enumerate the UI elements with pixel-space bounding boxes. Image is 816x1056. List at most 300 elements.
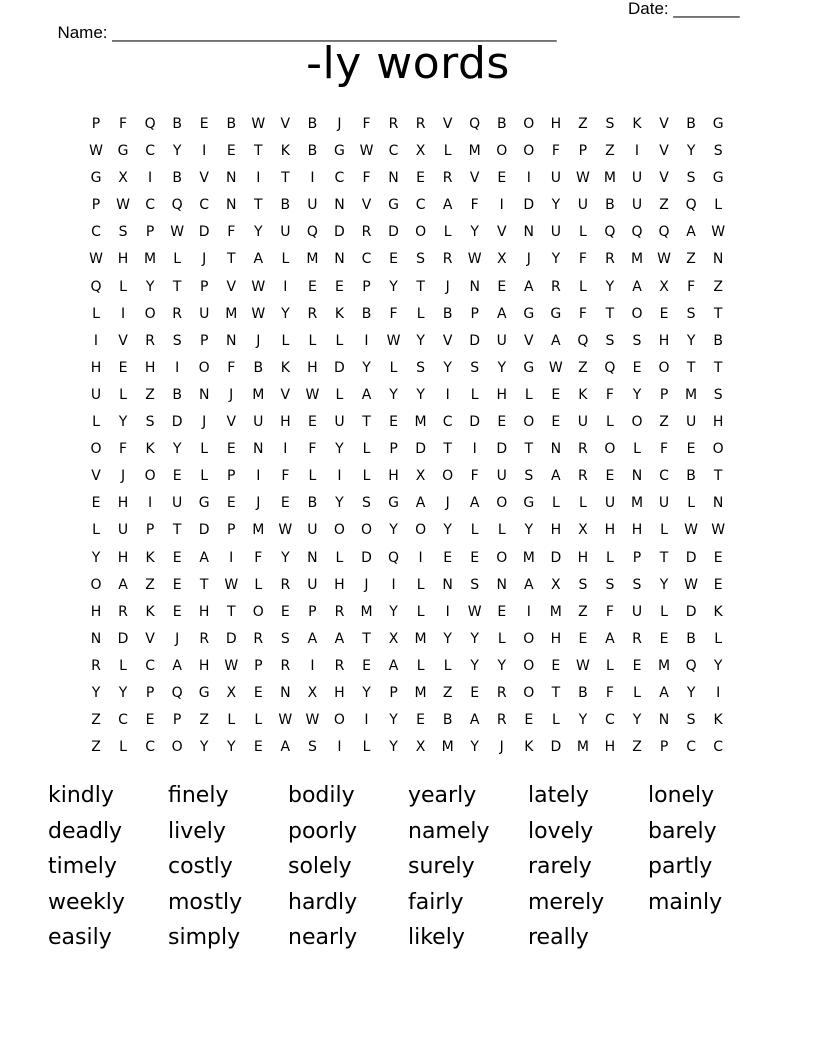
grid-letter: L: [119, 386, 127, 403]
grid-letter: O: [333, 712, 345, 729]
grid-letter: R: [91, 657, 101, 674]
grid-letter: R: [496, 712, 507, 729]
grid-letter: Y: [632, 386, 642, 403]
grid-letter: O: [144, 305, 156, 322]
grid-letter: B: [361, 305, 372, 322]
grid-letter: O: [415, 522, 427, 539]
grid-letter: L: [254, 712, 263, 729]
grid-letter: M: [360, 603, 373, 620]
grid-letter: M: [414, 684, 427, 701]
grid-letter: W: [251, 116, 266, 132]
grid-letter: T: [713, 359, 723, 376]
grid-letter: C: [686, 739, 696, 756]
word-bank-item: lively: [168, 818, 226, 844]
grid-letter: P: [659, 386, 669, 403]
grid-letter: X: [496, 251, 507, 268]
grid-letter: H: [334, 684, 345, 701]
grid-letter: P: [199, 278, 209, 295]
grid-letter: D: [550, 739, 562, 756]
grid-letter: U: [658, 495, 670, 512]
grid-letter: P: [308, 603, 317, 620]
grid-letter: L: [362, 739, 371, 756]
grid-letter: I: [175, 359, 180, 376]
grid-letter: B: [578, 684, 588, 701]
grid-letter: B: [686, 468, 696, 485]
grid-letter: J: [229, 386, 234, 403]
grid-letter: Y: [362, 684, 371, 701]
grid-letter: P: [172, 712, 182, 729]
grid-letter: H: [90, 603, 102, 620]
grid-letter: L: [443, 143, 452, 160]
grid-letter: S: [632, 576, 642, 593]
grid-letter: D: [523, 197, 535, 214]
grid-letter: F: [470, 197, 479, 214]
grid-letter: Z: [145, 576, 155, 593]
grid-letter: U: [172, 495, 183, 512]
grid-letter: I: [256, 170, 261, 187]
word-bank-item: mainly: [648, 889, 723, 915]
grid-letter: X: [415, 739, 426, 756]
grid-letter: E: [713, 576, 723, 593]
grid-letter: G: [712, 116, 724, 132]
grid-letter: H: [198, 657, 210, 674]
grid-letter: A: [415, 495, 426, 512]
grid-letter: V: [496, 224, 507, 241]
grid-letter: F: [687, 278, 696, 295]
grid-letter: I: [472, 441, 477, 458]
grid-letter: H: [550, 522, 562, 539]
grid-letter: L: [633, 441, 641, 458]
grid-letter: L: [578, 495, 587, 512]
grid-letter: D: [225, 630, 237, 647]
grid-letter: K: [713, 712, 723, 729]
grid-letter: W: [548, 359, 563, 376]
grid-letter: Z: [91, 739, 101, 756]
grid-letter: L: [92, 414, 100, 431]
grid-letter: C: [388, 143, 399, 160]
grid-letter: R: [605, 251, 615, 268]
grid-letter: O: [604, 441, 616, 458]
grid-letter: C: [415, 197, 426, 214]
grid-letter: W: [575, 170, 590, 187]
grid-letter: L: [362, 441, 371, 458]
grid-letter: P: [362, 278, 371, 295]
grid-letter: J: [445, 495, 450, 512]
grid-letter: L: [470, 522, 479, 539]
grid-letter: J: [526, 251, 531, 268]
grid-letter: N: [442, 576, 453, 593]
grid-letter: L: [416, 603, 425, 620]
grid-letter: L: [416, 657, 425, 674]
grid-letter: F: [605, 386, 614, 403]
grid-letter: G: [712, 170, 724, 187]
grid-letter: N: [307, 549, 318, 566]
grid-letter: P: [227, 468, 236, 485]
word-bank-item: mostly: [168, 889, 243, 915]
grid-letter: J: [256, 332, 261, 349]
grid-letter: H: [496, 386, 508, 403]
grid-letter: F: [605, 684, 614, 701]
word-bank-item: partly: [648, 854, 713, 879]
grid-letter: A: [253, 251, 264, 268]
grid-letter: I: [526, 170, 531, 187]
grid-letter: C: [442, 414, 453, 431]
grid-letter: E: [497, 170, 507, 187]
grid-letter: X: [415, 143, 426, 160]
grid-letter: K: [145, 441, 155, 458]
grid-letter: Y: [389, 712, 398, 729]
grid-letter: U: [90, 386, 102, 403]
grid-letter: B: [307, 116, 318, 132]
grid-letter: I: [499, 197, 504, 214]
grid-letter: N: [280, 684, 291, 701]
grid-letter: J: [364, 576, 369, 593]
grid-letter: B: [253, 359, 264, 376]
grid-letter: Y: [335, 441, 344, 458]
grid-letter: E: [416, 170, 426, 187]
grid-letter: F: [308, 441, 317, 458]
grid-letter: E: [145, 712, 155, 729]
grid-letter: O: [144, 468, 156, 485]
word-bank: [48, 778, 768, 956]
grid-letter: T: [254, 143, 263, 160]
grid-letter: O: [415, 224, 427, 241]
grid-letter: T: [226, 251, 236, 268]
grid-letter: Y: [172, 143, 182, 160]
grid-letter: N: [658, 712, 670, 729]
grid-letter: T: [686, 359, 696, 376]
grid-letter: V: [226, 278, 237, 295]
grid-letter: O: [658, 359, 670, 376]
grid-letter: Z: [686, 251, 696, 268]
grid-letter: O: [496, 495, 508, 512]
grid-letter: N: [90, 630, 102, 647]
grid-letter: L: [578, 224, 587, 241]
grid-letter: L: [308, 468, 317, 485]
word-bank-item: rarely: [528, 854, 592, 879]
grid-letter: T: [524, 441, 534, 458]
grid-letter: D: [685, 549, 697, 566]
grid-letter: L: [119, 657, 127, 674]
grid-letter: Y: [118, 684, 128, 701]
grid-letter: Y: [91, 549, 101, 566]
grid-letter: X: [226, 684, 237, 701]
grid-letter: I: [310, 657, 315, 674]
grid-letter: D: [685, 603, 697, 620]
grid-letter: P: [659, 739, 669, 756]
grid-letter: D: [469, 414, 481, 431]
grid-letter: L: [389, 359, 398, 376]
grid-letter: Y: [551, 251, 561, 268]
grid-letter: R: [632, 630, 642, 647]
grid-letter: D: [388, 224, 399, 241]
grid-letter: Q: [604, 224, 616, 241]
grid-letter: N: [198, 386, 210, 403]
grid-letter: D: [334, 224, 345, 241]
grid-letter: L: [281, 332, 290, 349]
grid-letter: Y: [659, 576, 669, 593]
grid-letter: L: [578, 278, 587, 295]
grid-letter: A: [551, 332, 561, 349]
grid-letter: S: [605, 576, 615, 593]
grid-letter: I: [364, 332, 369, 349]
grid-letter: Z: [659, 414, 669, 431]
grid-letter: B: [605, 197, 615, 214]
grid-letter: W: [305, 386, 320, 403]
grid-letter: D: [469, 332, 481, 349]
grid-letter: I: [337, 739, 342, 756]
grid-letter: Y: [686, 332, 696, 349]
grid-letter: I: [418, 549, 423, 566]
grid-letter: L: [119, 739, 127, 756]
grid-letter: I: [148, 170, 153, 187]
grid-letter: T: [172, 278, 182, 295]
grid-letter: M: [414, 630, 427, 647]
grid-letter: Q: [171, 197, 183, 214]
grid-letter: C: [334, 170, 345, 187]
grid-letter: S: [686, 712, 696, 729]
grid-letter: K: [280, 359, 290, 376]
grid-letter: K: [713, 603, 723, 620]
grid-letter: Y: [686, 684, 696, 701]
grid-letter: I: [445, 603, 450, 620]
grid-letter: L: [227, 712, 236, 729]
grid-letter: U: [631, 603, 643, 620]
grid-letter: T: [362, 630, 371, 647]
grid-letter: S: [686, 305, 696, 322]
grid-letter: I: [391, 576, 396, 593]
grid-letter: L: [606, 414, 614, 431]
grid-letter: A: [605, 630, 615, 647]
grid-letter: S: [280, 630, 290, 647]
grid-letter: P: [91, 116, 101, 132]
word-bank-item: hardly: [288, 889, 358, 915]
grid-letter: C: [118, 712, 128, 729]
grid-letter: T: [416, 278, 425, 295]
grid-letter: L: [606, 549, 614, 566]
grid-letter: H: [388, 468, 399, 485]
grid-letter: M: [549, 603, 562, 620]
grid-letter: J: [175, 630, 180, 647]
grid-letter: N: [523, 224, 535, 241]
grid-letter: F: [119, 441, 128, 458]
grid-letter: U: [604, 495, 616, 512]
grid-letter: A: [524, 576, 534, 593]
grid-letter: R: [118, 603, 128, 620]
grid-letter: D: [198, 224, 210, 241]
grid-letter: R: [415, 116, 426, 132]
grid-letter: Z: [578, 359, 588, 376]
grid-letter: B: [442, 305, 453, 322]
grid-letter: U: [577, 197, 589, 214]
grid-letter: L: [687, 495, 695, 512]
grid-letter: R: [280, 576, 291, 593]
grid-letter: O: [523, 414, 535, 431]
grid-letter: R: [578, 468, 588, 485]
grid-letter: N: [226, 197, 237, 214]
grid-letter: T: [443, 441, 452, 458]
grid-letter: M: [468, 143, 481, 160]
grid-letter: U: [550, 170, 561, 187]
grid-letter: R: [578, 441, 588, 458]
grid-letter: S: [578, 576, 588, 593]
grid-letter: R: [307, 305, 318, 322]
grid-letter: V: [442, 332, 453, 349]
grid-letter: G: [198, 684, 210, 701]
grid-letter: B: [713, 332, 723, 349]
grid-letter: L: [119, 278, 127, 295]
grid-letter: E: [443, 549, 453, 566]
grid-letter: W: [684, 522, 699, 539]
grid-letter: Y: [335, 495, 344, 512]
grid-letter: I: [310, 170, 315, 187]
grid-letter: A: [551, 468, 561, 485]
grid-letter: R: [334, 603, 345, 620]
grid-letter: Z: [199, 712, 209, 729]
grid-letter: E: [659, 305, 669, 322]
grid-letter: T: [362, 414, 371, 431]
grid-letter: S: [605, 332, 615, 349]
grid-letter: Y: [470, 630, 479, 647]
grid-letter: E: [307, 278, 317, 295]
grid-letter: F: [362, 116, 371, 132]
grid-letter: I: [526, 603, 531, 620]
grid-letter: H: [117, 495, 129, 512]
grid-letter: L: [443, 224, 452, 241]
grid-letter: B: [172, 170, 182, 187]
word-bank-item: lonely: [648, 783, 715, 808]
grid-letter: Y: [389, 386, 398, 403]
word-bank-item: solely: [288, 854, 352, 879]
grid-letter: W: [684, 576, 699, 593]
grid-letter: O: [198, 359, 210, 376]
grid-letter: X: [551, 576, 561, 593]
grid-letter: A: [469, 712, 480, 729]
grid-letter: E: [632, 657, 642, 674]
grid-letter: U: [280, 224, 291, 241]
grid-letter: L: [254, 576, 263, 593]
grid-letter: O: [360, 522, 373, 539]
grid-letter: L: [335, 386, 344, 403]
grid-letter: B: [496, 116, 507, 132]
word-bank-item: deadly: [48, 818, 123, 844]
grid-letter: D: [198, 522, 210, 539]
grid-letter: A: [632, 278, 642, 295]
grid-letter: V: [226, 414, 237, 431]
grid-letter: K: [280, 143, 290, 160]
grid-letter: A: [172, 657, 182, 674]
grid-letter: T: [281, 170, 290, 187]
grid-letter: W: [116, 197, 130, 214]
grid-letter: X: [578, 522, 588, 539]
grid-letter: C: [145, 657, 155, 674]
grid-letter: I: [716, 684, 721, 701]
grid-letter: O: [712, 441, 724, 458]
grid-letter: W: [89, 143, 103, 160]
word-bank-item: lovely: [528, 818, 594, 844]
grid-letter: G: [90, 170, 102, 187]
grid-letter: Y: [416, 332, 425, 349]
grid-letter: T: [226, 603, 236, 620]
grid-letter: I: [283, 278, 288, 295]
grid-letter: R: [280, 657, 291, 674]
word-bank-item: kindly: [48, 783, 114, 808]
grid-letter: Q: [388, 549, 400, 566]
grid-letter: C: [659, 468, 669, 485]
grid-letter: P: [632, 549, 642, 566]
grid-letter: Y: [551, 197, 561, 214]
grid-letter: F: [578, 305, 587, 322]
grid-letter: E: [470, 684, 480, 701]
grid-letter: R: [199, 630, 210, 647]
grid-letter: V: [659, 170, 669, 187]
grid-letter: T: [172, 522, 182, 539]
grid-letter: I: [93, 332, 99, 349]
grid-letter: W: [657, 251, 671, 268]
grid-letter: E: [226, 143, 236, 160]
grid-letter: L: [497, 630, 506, 647]
grid-letter: V: [199, 170, 209, 187]
grid-letter: B: [172, 386, 182, 403]
grid-letter: L: [524, 386, 533, 403]
grid-letter: Y: [632, 712, 642, 729]
grid-letter: D: [550, 549, 562, 566]
grid-letter: A: [307, 630, 318, 647]
grid-letter: E: [172, 549, 182, 566]
grid-letter: L: [92, 522, 100, 539]
grid-letter: X: [307, 684, 318, 701]
word-bank-item: surely: [408, 854, 475, 879]
grid-letter: D: [171, 414, 183, 431]
grid-letter: N: [388, 170, 399, 187]
grid-letter: Q: [144, 116, 156, 132]
grid-letter: G: [550, 305, 562, 322]
grid-letter: C: [361, 251, 372, 268]
grid-letter: E: [199, 116, 209, 132]
grid-letter: M: [603, 170, 616, 187]
grid-letter: S: [416, 251, 426, 268]
grid-letter: H: [658, 332, 670, 349]
grid-letter: L: [335, 332, 344, 349]
grid-letter: D: [415, 441, 426, 458]
grid-letter: F: [551, 143, 560, 160]
grid-letter: E: [335, 278, 344, 295]
grid-letter: Q: [171, 684, 183, 701]
word-bank-item: nearly: [288, 925, 358, 950]
grid-letter: I: [256, 468, 261, 485]
grid-letter: M: [306, 251, 319, 268]
grid-letter: S: [470, 359, 480, 376]
grid-letter: E: [172, 603, 182, 620]
grid-letter: K: [578, 386, 588, 403]
grid-letter: O: [252, 603, 264, 620]
grid-letter: E: [632, 359, 642, 376]
grid-letter: G: [523, 305, 535, 322]
grid-letter: U: [307, 197, 318, 214]
grid-letter: B: [280, 197, 291, 214]
grid-letter: Y: [578, 712, 588, 729]
grid-letter: D: [117, 630, 129, 647]
grid-letter: Z: [578, 116, 588, 132]
grid-letter: R: [442, 170, 453, 187]
grid-letter: I: [148, 495, 153, 512]
grid-letter: L: [497, 522, 506, 539]
grid-letter: E: [172, 468, 182, 485]
grid-letter: P: [145, 224, 155, 241]
grid-letter: L: [660, 522, 668, 539]
grid-letter: Y: [389, 278, 398, 295]
grid-letter: L: [660, 603, 668, 620]
